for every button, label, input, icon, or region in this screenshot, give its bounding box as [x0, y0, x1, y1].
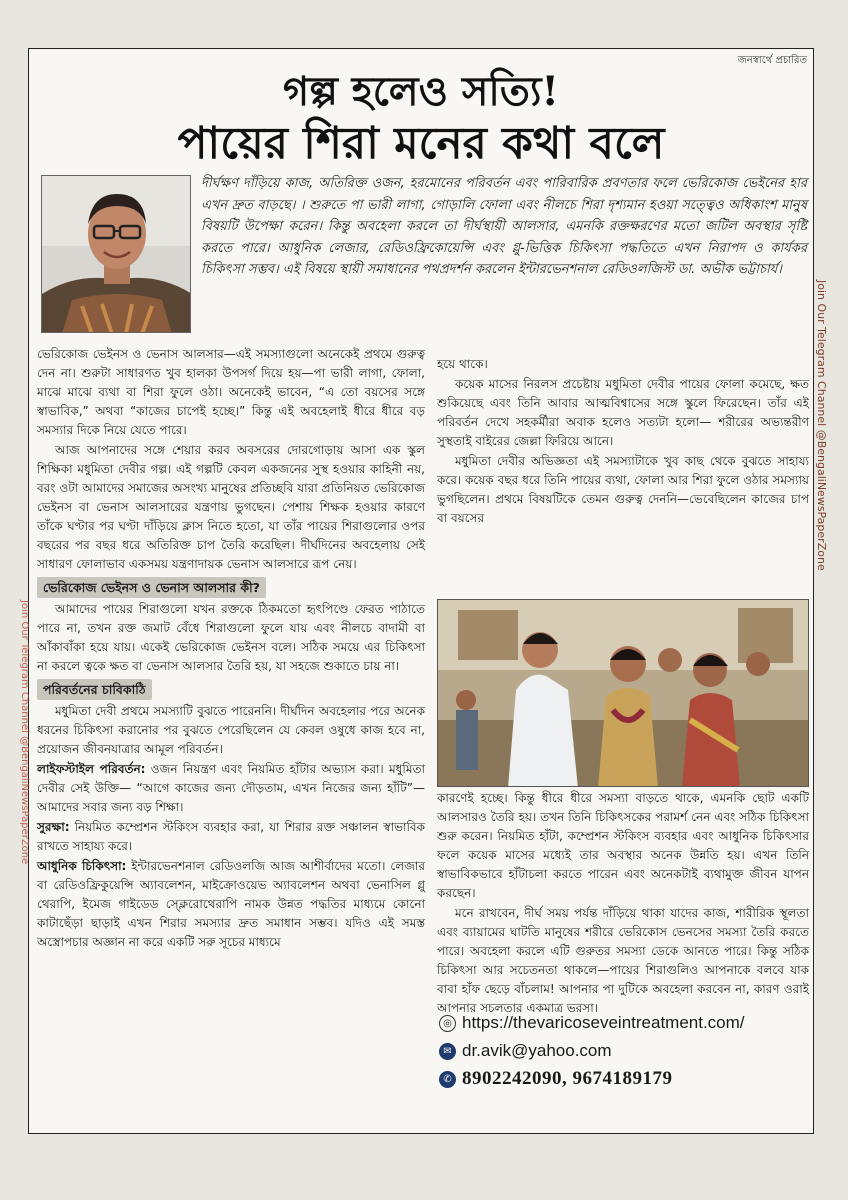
modern-treatment-text: ইন্টারভেনশনাল রেডিওলজি আজ আশীর্বাদের মতো। লেজার বা রেডিওফ্রিকুয়েন্সি অ্যাবলেশন, মাইক্রোওয়েভ অ্যাবলেশন অথবা ভেনাসিল গ্লু থেরাপি, ইমেজ গাইডেড স্ক্লেরোথেরাপি নামক উন্নত পদ্ধতির মাধ্যমে কোনো কাটাছেঁড়া ছাড়াই এখন শিরার সমস্যার দ্রুত সমাধান সম্ভব। যদিও এই সমস্ত অস্ত্রোপচার অজ্ঞান না করে একটি সরু সূচের মাধ্যমে: [37, 859, 425, 949]
left-paragraph-1: ভেরিকোজ ভেইনস ও ভেনাস আলসার—এই সমস্যাগুলো অনেকেই প্রথমে গুরুত্ব দেন না। শুরুটা সাধারণত খুব হালকা উপসর্গ দিয়ে হয়—পা ভারী লাগা, ফোলা, মাঝে মাঝে ব্যথা বা শিরা ফুলে ওঠা। অনেকেই ভাবেন, “এ তো বয়সের সঙ্গে স্বাভাবিক,” অথবা “কাজের চাপেই হচ্ছে।” কিন্তু এই অবহেলাই ধীরে ধীরে বড় সমস্যার দিকে নিয়ে যেতে পারে।: [37, 347, 425, 437]
phone-icon: ✆: [439, 1071, 456, 1088]
subheading-what-is: ভেরিকোজ ভেইনস ও ভেনাস আলসার কী?: [37, 577, 266, 598]
right-paragraph-1: কয়েক মাসের নিরলস প্রচেষ্টায় মধুমিতা দেবীর পায়ের ফোলা কমেছে, ক্ষত শুকিয়েছে এবং তিনি আবার আত্মবিশ্বাসের সঙ্গে স্কুলে ফিরেছেন। তাঁর এই পরিবর্তন দেখে সহকর্মীরা অবাক হলেও সত্যটা হলো— শরীরের অভ্যন্তরীণ সুস্থতাই বাইরের জেল্লা ফিরিয়ে আনে।: [437, 377, 809, 448]
left-paragraph-3: আমাদের পায়ের শিরাগুলো যখন রক্তকে ঠিকমতো হৃৎপিণ্ডে ফেরত পাঠাতে পারে না, তখন রক্ত জমাট বেঁধে শিরাগুলো ফুলে যায় এবং নীলচে বাদামী বা আঁকাবাঁকা হয়ে যায়। একেই ভেরিকোজ ভেইনস বলে। সঠিক সময়ে এর চিকিৎসা না করলে ত্বকে ক্ষত বা ভেনাস আলসার তৈরি হয়, যা সহজে শুকাতে চায় না।: [37, 602, 425, 673]
doctor-portrait: [41, 175, 191, 333]
protection-text: নিয়মিত কম্প্রেশন স্টকিংস ব্যবহার করা, যা শিরার রক্ত সঞ্চালন স্বাভাবিক রাখতে সাহায্য করে।: [37, 820, 425, 853]
right-column-bottom: [437, 789, 809, 1019]
modern-treatment-label: আধুনিক চিকিৎসা:: [37, 859, 127, 873]
modern-treatment-paragraph: [37, 857, 425, 952]
right-paragraph-0: হয়ে থাকে।: [437, 357, 488, 371]
intro-paragraph: দীর্ঘক্ষণ দাঁড়িয়ে কাজ, অতিরিক্ত ওজন, হরমোনের পরিবর্তন এবং পারিবারিক প্রবণতার ফলে ভেরিকোজ ভেইনের হার এখন দ্রুত বাড়ছে। । শুরুতে পা ভারী লাগা, গোড়ালি ফোলা এবং নীলচে শিরা দৃশ্যমান হওয়া সত্ত্বেও অধিকাংশ মানুষ বিষয়টি উপেক্ষা করেন। কিন্তু অবহেলা করলে তা দীর্ঘস্থায়ী আলসার, এমনকি রক্তক্ষরণের মতো জটিল অবস্থার সৃষ্টি করতে পারে। আধুনিক লেজার, রেডিওফ্রিকোয়েন্সি এবং গ্লু-ভিত্তিক চিকিৎসা পদ্ধতিতে এখন নিরাপদ ও কার্যকর চিকিৎসা সম্ভব। এই বিষয়ে স্থায়ী সমাধানের পথপ্রদর্শন করলেন ইন্টারভেনশনাল রেডিওলজিস্ট ডা. অভীক ভট্টাচার্য।: [201, 176, 807, 278]
phone-numbers[interactable]: 8902242090, 9674189179: [462, 1068, 673, 1089]
patient-photo: [437, 599, 809, 787]
email-row[interactable]: [439, 1037, 811, 1065]
protection-paragraph: [37, 818, 425, 856]
public-interest-tag: জনস্বার্থে প্রচারিত: [737, 55, 807, 66]
right-paragraph-4: মনে রাখবেন, দীর্ঘ সময় পর্যন্ত দাঁড়িয়ে থাকা যাদের কাজ, শারীরিক স্থূলতা এবং ব্যায়ামের ঘাটতি মানুষের শরীরে ভেরিকোস ভেনসের সমস্যা তৈরি করতে পারে। অবহেলা করলে এটি গুরুতর সমস্যা ডেকে আনতে পারে। কিন্তু সঠিক চিকিৎসা আর সচেতনতা থাকলে—পায়ের শিরাগুলিও আপনাকে বলবে যাক বাবা হাঁফ ছেড়ে বাঁচলাম! আপনার পা দুটিকে অবহেলা করবেন না, কারণ ওরাই আপনার সচলতার একমাত্র ভরসা।: [437, 906, 809, 1015]
headline-line-1: গল্প হলেও সত্যি!: [283, 68, 559, 115]
subheading-key-to-change: পরিবর্তনের চাবিকাঠি: [37, 679, 152, 700]
right-paragraph-3: কারণেই হচ্ছে। কিন্তু ধীরে ধীরে সমস্যা বাড়তে থাকে, এমনকি ছোট একটি আলসারও তৈরি হয়। তখন তিনি চিকিৎসকের পরামর্শ নেন এবং সঠিক চিকিৎসা শুরু করেন। নিয়মিত হাঁটা, কম্প্রেশন স্টকিংস ব্যবহার এবং আধুনিক চিকিৎসার ফলে কয়েক মাসের মধ্যেই তার অবস্থার অনেক উন্নতি হয়। এখন তিনি স্বাভাবিকভাবে হাঁটাচলা করতে পারেন এবং অনেকটাই ব্যথামুক্ত জীবন যাপন করছেন।: [437, 791, 809, 900]
right-paragraph-2: মধুমিতা দেবীর অভিজ্ঞতা এই সমস্যাটাকে খুব কাছ থেকে বুঝতে সাহায্য করে। কয়েক বছর ধরে তিনি পায়ের ব্যথা, ফোলা আর শিরা ফুলে ওঠার সমস্যায় ভুগছিলেন। প্রথমে বিষয়টিকে তেমন গুরুত্ব দেননি—ভেবেছিলেন কাজের চাপ বা বয়সের: [437, 454, 809, 525]
contact-block: [439, 1009, 811, 1093]
telegram-side-text-left: Join Our Telegram Channel @BengaliNewsPaperZone: [19, 600, 30, 865]
headline: [29, 67, 813, 171]
right-column-top: [437, 355, 809, 529]
website-row[interactable]: [439, 1009, 811, 1037]
protection-label: সুরক্ষা:: [37, 820, 70, 834]
lifestyle-text: ওজন নিয়ন্ত্রণ এবং নিয়মিত হাঁটার অভ্যাস করা। মধুমিতা দেবীর সেই উক্তি— “আগে কাজের জন্য দৌড়তাম, এখন নিজের জন্য হাঁটি”—আমাদের সবার জন্য বড় শিক্ষা।: [37, 762, 425, 814]
globe-icon: ◎: [439, 1015, 456, 1032]
website-link[interactable]: https://thevaricoseveintreatment.com/: [462, 1013, 745, 1032]
newspaper-page: [28, 48, 814, 1134]
lifestyle-paragraph: [37, 760, 425, 817]
phone-row[interactable]: [439, 1065, 811, 1093]
left-column: [37, 345, 425, 953]
email-link[interactable]: dr.avik@yahoo.com: [462, 1041, 612, 1060]
left-paragraph-2: আজ আপনাদের সঙ্গে শেয়ার করব অবসরের দোরগোড়ায় আসা এক স্কুল শিক্ষিকা মধুমিতা দেবীর গল্প। এই গল্পটি কেবল একজনের সুস্থ হওয়ার কাহিনী নয়, বরং ওটা আমাদের সমাজের অসংখ্য মানুষের প্রতিচ্ছবি যারা প্রতিনিয়ত ভেরিকোজ ভেইনস বা ভেনাস আলসারের যন্ত্রণায় ভুগছেন। পেশায় শিক্ষক হওয়ার কারণে তাঁকে ঘণ্টার পর ঘণ্টা দাঁড়িয়ে ক্লাস নিতে হতো, যা তাঁর পায়ের শিরাগুলোর ওপর বছরের পর বছর ধরে অতিরিক্ত চাপ তৈরি করেছিল। দীর্ঘদিনের অবহেলায় সেই সাধারণ ফোলাভাব একসময় যন্ত্রণাদায়ক ভেনাস আলসারে রূপ নেয়।: [37, 443, 426, 571]
left-paragraph-4: মধুমিতা দেবী প্রথমে সমস্যাটি বুঝতে পারেননি। দীর্ঘদিন অবহেলার পরে অনেক ধরনের চিকিৎসা করানোর পর বুঝতে পেরেছিলেন যে কেবল ওষুধে কাজ হবে না, প্রয়োজন জীবনযাত্রার আমূল পরিবর্তন।: [37, 704, 425, 756]
headline-line-2: পায়ের শিরা মনের কথা বলে: [177, 118, 665, 169]
telegram-side-text-right: Join Our Telegram Channel @BengaliNewsPaperZone: [815, 280, 828, 571]
email-icon: ✉: [439, 1043, 456, 1060]
lifestyle-label: লাইফস্টাইল পরিবর্তন:: [37, 762, 146, 776]
